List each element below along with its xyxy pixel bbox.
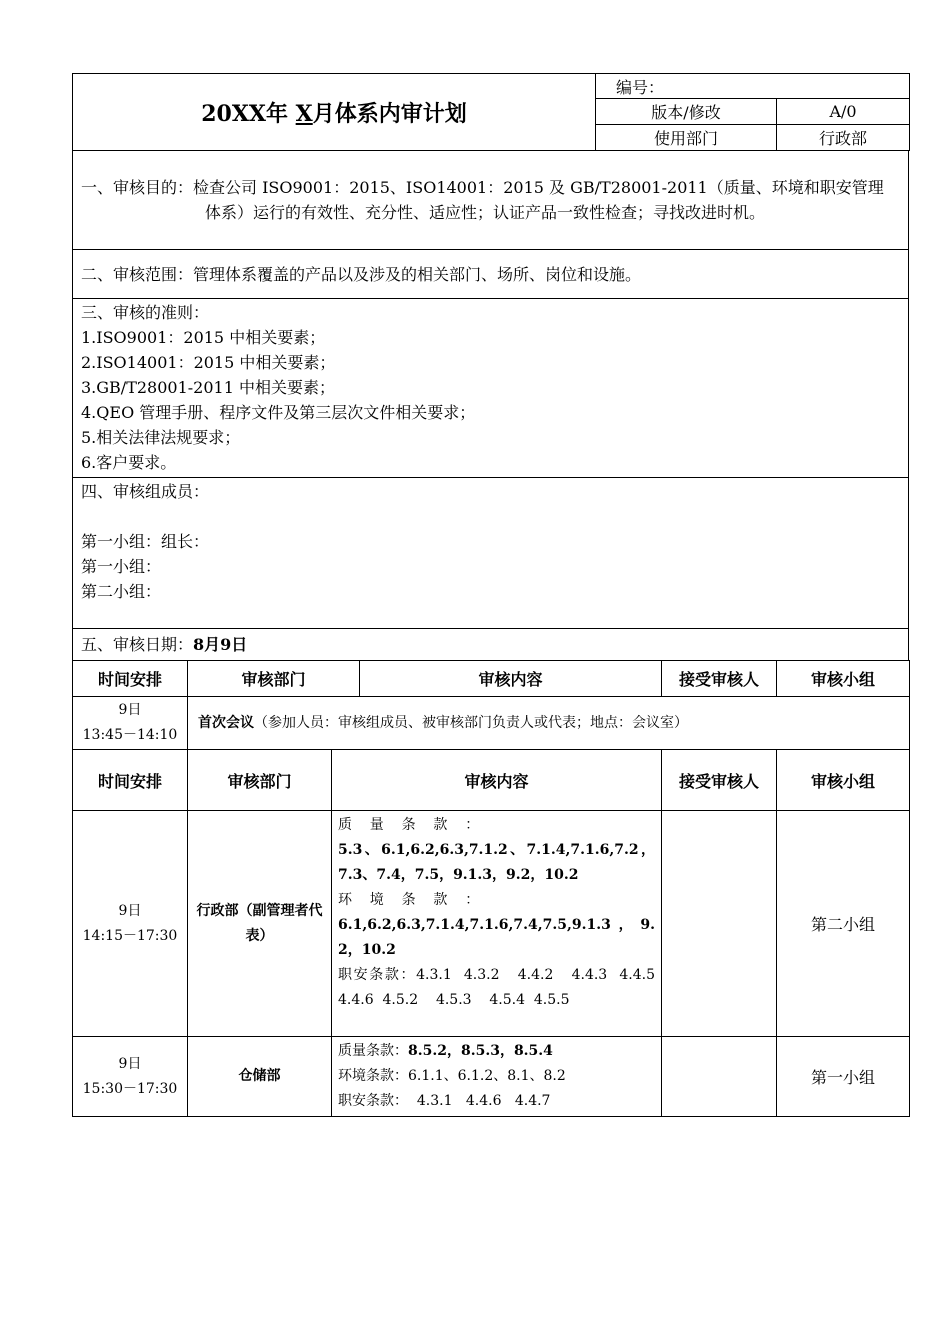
- criteria-item: 5.相关法律法规要求；: [81, 428, 241, 447]
- header-table: [72, 73, 910, 151]
- opening-time: 13:45－14:10: [82, 727, 178, 743]
- col-header-group: 审核小组: [777, 661, 910, 697]
- audit-plan-document: [72, 73, 909, 1117]
- criteria-item: 3.GB/T28001-2011 中相关要素；: [81, 378, 335, 397]
- col-header-auditee: 接受审核人: [662, 750, 777, 811]
- row-date: 9日: [118, 1055, 142, 1072]
- safety-clauses: 职安条款：4.3.1 4.3.2 4.4.2 4.4.3 4.4.5 4.4.6 4.5.2 4.5.3 4.5.4 4.5.5: [338, 967, 669, 1008]
- opening-time-cell: [73, 697, 188, 750]
- quality-label: 质 量 条 款 ：: [338, 817, 480, 833]
- row-dept: 仓储部: [188, 1037, 332, 1117]
- table-row: [73, 811, 910, 1037]
- members-title: 四、审核组成员：: [81, 482, 210, 501]
- table-row: [73, 1037, 910, 1117]
- members-item: 第一小组：: [81, 557, 162, 576]
- row-group: 第一小组: [777, 1037, 910, 1117]
- row-time: 14:15－17:30: [82, 927, 178, 944]
- date-label: 五、审核日期：: [81, 635, 194, 654]
- page-title: [73, 74, 596, 151]
- version-label: 版本/修改: [596, 99, 777, 125]
- row-group: 第二小组: [777, 811, 910, 1037]
- col-header-content: 审核内容: [332, 750, 662, 811]
- col-header-dept: 审核部门: [188, 661, 360, 697]
- row-time: 15:30－17:30: [82, 1080, 178, 1097]
- col-header-group: 审核小组: [777, 750, 910, 811]
- members-section: [73, 478, 909, 629]
- scope-section: 二、审核范围：管理体系覆盖的产品以及涉及的相关部门、场所、岗位和设施。: [73, 250, 909, 299]
- members-item: 第二小组：: [81, 582, 162, 601]
- sections-table: [72, 150, 909, 661]
- row-dept: 行政部（副管理者代表）: [188, 811, 332, 1037]
- opening-meeting: [188, 697, 910, 750]
- purpose-section: [73, 151, 909, 250]
- row-date: 9日: [118, 902, 142, 919]
- criteria-item: 4.QEO 管理手册、程序文件及第三层次文件相关要求；: [81, 403, 476, 422]
- col-header-time: 时间安排: [73, 750, 188, 811]
- env-clauses: 环境条款：6.1.1、6.1.2、8.1、8.2: [338, 1068, 566, 1084]
- schedule-table-1: [72, 660, 910, 750]
- opening-date: 9日: [118, 702, 142, 718]
- col-header-dept: 审核部门: [188, 750, 332, 811]
- criteria-section: [73, 299, 909, 478]
- safety-clauses: 职安条款： 4.3.1 4.4.6 4.4.7: [338, 1093, 551, 1109]
- version-value: A/0: [777, 99, 910, 125]
- row-content: [332, 1037, 662, 1117]
- row-content: [332, 811, 669, 1037]
- criteria-title: 三、审核的准则：: [81, 303, 210, 322]
- quality-clauses: 5.3、6.1,6.2,6.3,7.1.2、7.1.4,7.1.6,7.2，7.3、7.4，7.5，9.1.3，9.2，10.2: [338, 842, 655, 883]
- purpose-line2: 体系）运行的有效性、充分性、适应性；认证产品一致性检查；寻找改进时机。: [205, 203, 766, 222]
- date-section: [73, 629, 909, 661]
- criteria-item: 6.客户要求。: [81, 453, 177, 472]
- members-item: 第一小组：组长：: [81, 532, 210, 551]
- env-clauses: 6.1,6.2,6.3,7.1.4,7.1.6,7.4,7.5,9.1.3，9.2，10.2: [338, 917, 655, 958]
- row-auditee: [662, 1037, 777, 1117]
- col-header-content: 审核内容: [360, 661, 662, 697]
- row-time-cell: [73, 811, 188, 1037]
- title-prefix: 20XX年: [201, 100, 296, 127]
- criteria-item: 1.ISO9001：2015 中相关要素；: [81, 328, 326, 347]
- date-value: 8月9日: [193, 635, 248, 654]
- row-time-cell: [73, 1037, 188, 1117]
- dept-value: 行政部: [777, 125, 910, 151]
- schedule-table-2: [72, 749, 910, 1117]
- number-label: 编号：: [596, 74, 910, 99]
- purpose-line1: 一、审核目的：检查公司 ISO9001：2015、ISO14001：2015 及 GB/T28001-2011（质量、环境和职安管理: [81, 178, 884, 197]
- row-auditee: [662, 811, 777, 1037]
- criteria-item: 2.ISO14001：2015 中相关要素；: [81, 353, 336, 372]
- quality-label: 质量条款：: [338, 1043, 408, 1059]
- col-header-time: 时间安排: [73, 661, 188, 697]
- col-header-auditee: 接受审核人: [662, 661, 777, 697]
- dept-label: 使用部门: [596, 125, 777, 151]
- title-month: X: [295, 100, 313, 127]
- opening-title: 首次会议: [198, 714, 254, 731]
- quality-clauses: 8.5.2，8.5.3，8.5.4: [408, 1043, 553, 1059]
- opening-detail: （参加人员：审核组成员、被审核部门负责人或代表；地点：会议室）: [254, 714, 688, 731]
- quality-line: [338, 1039, 655, 1064]
- title-suffix: 月体系内审计划: [312, 100, 467, 127]
- env-label: 环 境 条 款 ：: [338, 892, 480, 908]
